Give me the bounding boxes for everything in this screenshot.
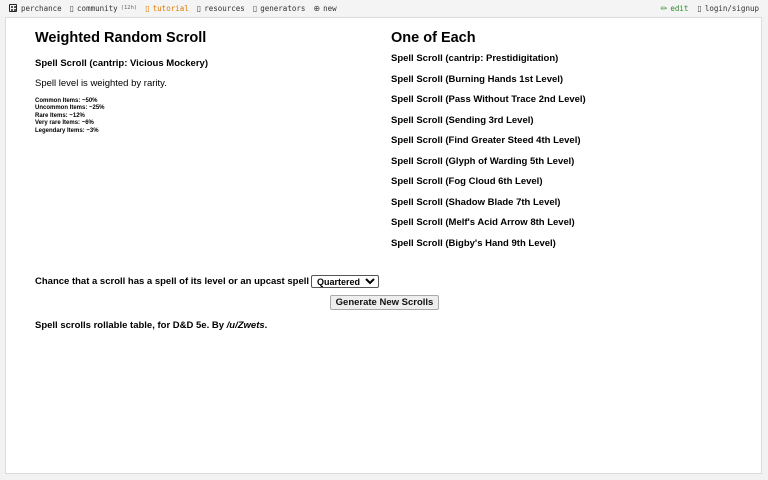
- weighted-scroll-result: Spell Scroll (cantrip: Vicious Mockery): [35, 58, 208, 69]
- rarity-list: [35, 98, 355, 135]
- nav-resources[interactable]: [197, 4, 245, 13]
- nav-login[interactable]: [697, 4, 759, 13]
- rarity-item: Rare Items: ~12%: [35, 112, 85, 119]
- community-count: (12h): [120, 5, 138, 11]
- pencil-icon: ✏: [660, 3, 668, 13]
- nav-generators[interactable]: [253, 4, 306, 13]
- upcast-chance-row: [35, 274, 379, 288]
- nav-tutorial-label: tutorial: [152, 3, 189, 13]
- nav-edit[interactable]: [661, 4, 689, 13]
- upcast-chance-label: Chance that a scroll has a spell of its level or an upcast spell: [35, 275, 310, 287]
- footer-end: .: [264, 320, 268, 331]
- nav-brand-label: perchance: [21, 3, 62, 13]
- one-of-each-column: [391, 29, 731, 258]
- weighted-note: Spell level is weighted by rarity.: [35, 78, 167, 89]
- nav-right: [652, 0, 759, 16]
- book-icon: ▯: [145, 3, 150, 13]
- rarity-item: Very rare Items: ~6%: [35, 120, 94, 127]
- nav-new-label: new: [323, 3, 337, 13]
- scroll-list-item: Spell Scroll (Shadow Blade 7th Level): [391, 196, 561, 208]
- weighted-title: Weighted Random Scroll: [35, 30, 207, 46]
- plus-circle-icon: ⊕: [313, 3, 321, 13]
- nav-community-label: community: [77, 3, 118, 13]
- nav-edit-label: edit: [670, 3, 689, 13]
- nav-new[interactable]: [313, 4, 336, 13]
- generate-new-scrolls-button[interactable]: Generate New Scrolls: [330, 295, 439, 310]
- scroll-list-item: Spell Scroll (Bigby's Hand 9th Level): [391, 237, 556, 249]
- scroll-list: [391, 53, 731, 250]
- scroll-list-item: Spell Scroll (Glyph of Warding 5th Level): [391, 155, 575, 167]
- rarity-item: Legendary Items: ~3%: [35, 127, 99, 134]
- nav-resources-label: resources: [204, 3, 245, 13]
- nav-brand[interactable]: [9, 4, 62, 13]
- scroll-list-item: Spell Scroll (cantrip: Prestidigitation): [391, 53, 559, 64]
- nav-login-label: login/signup: [704, 3, 759, 13]
- top-navigation-bar: [0, 0, 768, 16]
- nav-generators-label: generators: [260, 3, 306, 13]
- footer-text: Spell scrolls rollable table, for D&D 5e. By: [35, 320, 227, 331]
- generators-icon: ▯: [252, 3, 258, 13]
- scroll-list-item: Spell Scroll (Find Greater Steed 4th Level): [391, 135, 581, 146]
- upcast-chance-select[interactable]: [311, 275, 379, 288]
- chat-icon: ▯: [69, 3, 75, 13]
- author-link[interactable]: /u/Zwets: [226, 320, 265, 331]
- scroll-list-item: Spell Scroll (Pass Without Trace 2nd Level): [391, 94, 586, 105]
- scroll-list-item: Spell Scroll (Sending 3rd Level): [391, 114, 534, 126]
- scroll-list-item: Spell Scroll (Melf's Acid Arrow 8th Level): [391, 217, 575, 228]
- rarity-item: Common Items: ~50%: [35, 98, 98, 104]
- scroll-list-item: Spell Scroll (Burning Hands 1st Level): [391, 73, 564, 85]
- one-of-each-title: One of Each: [391, 30, 476, 46]
- user-icon: ▯: [697, 3, 702, 13]
- generator-output-panel: [5, 17, 762, 474]
- footer-credit: [35, 320, 267, 331]
- dice-icon: [9, 4, 17, 12]
- rarity-item: Uncommon Items: ~25%: [35, 105, 105, 112]
- resources-icon: ▯: [196, 3, 202, 13]
- nav-tutorial[interactable]: [145, 4, 189, 13]
- nav-left: [0, 0, 337, 16]
- weighted-column: [35, 29, 355, 135]
- scroll-list-item: Spell Scroll (Fog Cloud 6th Level): [391, 176, 543, 187]
- nav-community[interactable]: [70, 4, 138, 13]
